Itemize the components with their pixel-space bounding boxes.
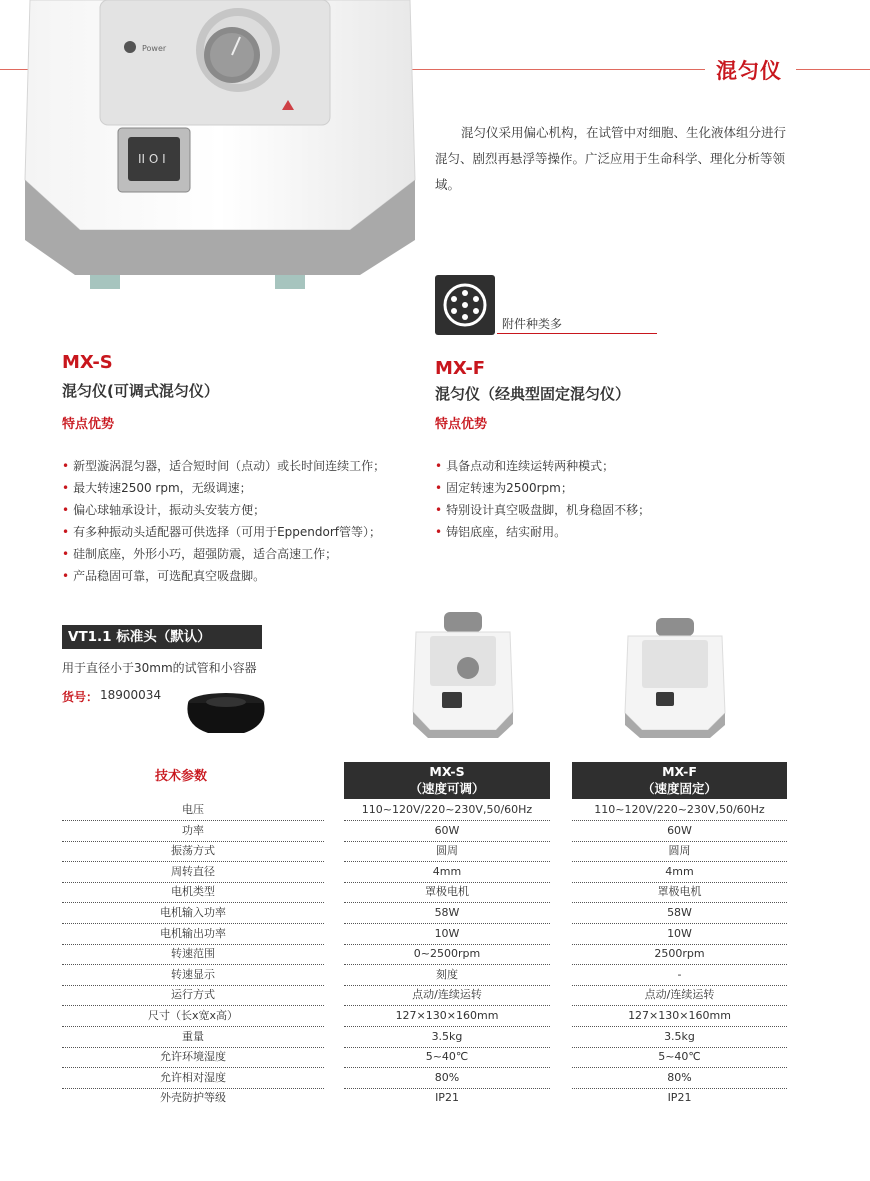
- spec-value-mx-f: 罩极电机: [572, 882, 787, 903]
- mx-s-feature-list: [62, 455, 385, 587]
- table-row: [62, 862, 787, 883]
- table-row: [62, 1006, 787, 1027]
- spec-label: 转速显示: [62, 965, 324, 986]
- spec-value-mx-s: 60W: [344, 821, 550, 842]
- table-row: [62, 841, 787, 862]
- spec-value-mx-f: -: [572, 965, 787, 986]
- page-title: 混匀仪: [716, 59, 782, 83]
- mx-f-product-photo: [620, 618, 730, 743]
- spec-value-mx-s: 5~40℃: [344, 1047, 550, 1068]
- spec-label: 运行方式: [62, 985, 324, 1006]
- spec-title: 技术参数: [155, 769, 208, 784]
- list-item: • 新型漩涡混匀器，适合短时间（点动）或长时间连续工作；: [62, 455, 385, 477]
- spec-value-mx-f: 60W: [572, 821, 787, 842]
- vt-part-label: 货号：: [62, 690, 99, 704]
- vt-head-photo: [178, 683, 274, 743]
- spec-value-mx-s: 0~2500rpm: [344, 944, 550, 965]
- spec-label: 电机类型: [62, 882, 324, 903]
- spec-value-mx-f: 110~120V/220~230V,50/60Hz: [572, 800, 787, 821]
- spec-value-mx-s: 80%: [344, 1068, 550, 1089]
- svg-text:II O I: II O I: [138, 152, 166, 166]
- spec-col-mx-s: [344, 762, 550, 799]
- mx-s-features-title: 特点优势: [62, 417, 115, 432]
- mx-s-product-photo: [408, 612, 518, 742]
- spec-value-mx-f: IP21: [667, 1091, 692, 1105]
- spec-value-mx-s: IP21: [435, 1091, 459, 1105]
- mx-s-device-photo: [20, 0, 420, 300]
- spec-value-mx-f: 80%: [572, 1068, 787, 1089]
- table-row: [62, 944, 787, 965]
- table-row: [62, 800, 787, 821]
- spec-label: 尺寸（长x宽x高）: [62, 1006, 324, 1027]
- spec-label: 电机输出功率: [62, 924, 324, 945]
- table-row: [62, 882, 787, 903]
- mx-s-subtitle: 混匀仪(可调式混匀仪）: [62, 382, 219, 400]
- list-item: • 有多种振动头适配器可供选择（可用于Eppendorf管等）；: [62, 521, 385, 543]
- vt-description: 用于直径小于30mm的试管和小容器: [62, 661, 257, 675]
- spec-value-mx-f: 5~40℃: [572, 1047, 787, 1068]
- spec-label: 允许相对湿度: [62, 1068, 324, 1089]
- spec-value-mx-s: 点动/连续运转: [344, 985, 550, 1006]
- vt-part-number: 18900034: [100, 688, 162, 702]
- list-item: • 具备点动和连续运转两种模式；: [435, 455, 650, 477]
- table-row: [62, 985, 787, 1006]
- spec-col-mx-s-line1: MX-S: [429, 764, 465, 779]
- spec-value-mx-f: 10W: [572, 924, 787, 945]
- list-item: • 固定转速为2500rpm；: [435, 477, 650, 499]
- list-item: • 特别设计真空吸盘脚，机身稳固不移；: [435, 499, 650, 521]
- spec-value-mx-s: 10W: [344, 924, 550, 945]
- spec-value-mx-f: 127×130×160mm: [572, 1006, 787, 1027]
- table-row: [62, 821, 787, 842]
- spec-value-mx-s: 3.5kg: [344, 1027, 550, 1048]
- accessory-label: 附件种类多: [502, 317, 563, 331]
- spec-col-mx-f: [572, 762, 787, 799]
- spec-value-mx-f: 点动/连续运转: [572, 985, 787, 1006]
- spec-label: 电压: [62, 800, 324, 821]
- spec-value-mx-s: 110~120V/220~230V,50/60Hz: [344, 800, 550, 821]
- spec-value-mx-s: 127×130×160mm: [344, 1006, 550, 1027]
- spec-value-mx-s: 罩极电机: [344, 882, 550, 903]
- mx-f-subtitle: 混匀仪（经典型固定混匀仪）: [435, 385, 631, 403]
- spec-label: 电机输入功率: [62, 903, 324, 924]
- mx-f-feature-list: [435, 455, 650, 543]
- table-row: [62, 1047, 787, 1068]
- header-rule-right: [796, 69, 870, 70]
- spec-label: 功率: [62, 821, 324, 842]
- list-item: • 硅制底座，外形小巧，超强防震，适合高速工作；: [62, 543, 385, 565]
- accessory-underline: [497, 333, 657, 334]
- mx-f-model: MX-F: [435, 358, 486, 379]
- spec-value-mx-s: 4mm: [344, 862, 550, 883]
- spec-label: 外壳防护等级: [160, 1091, 226, 1105]
- spec-value-mx-f: 3.5kg: [572, 1027, 787, 1048]
- vt-tag: VT1.1 标准头（默认）: [62, 625, 262, 649]
- mx-s-model: MX-S: [62, 352, 113, 373]
- rotor-icon: [435, 275, 495, 335]
- list-item: • 最大转速2500 rpm，无级调速；: [62, 477, 385, 499]
- spec-col-mx-f-line1: MX-F: [662, 764, 697, 779]
- svg-text:Power: Power: [142, 44, 167, 53]
- accessory-badge: [435, 275, 495, 335]
- spec-value-mx-f: 58W: [572, 903, 787, 924]
- spec-value-mx-f: 2500rpm: [572, 944, 787, 965]
- spec-col-mx-s-line2: （速度可调）: [409, 781, 485, 796]
- spec-label: 重量: [62, 1027, 324, 1048]
- spec-col-mx-f-line2: （速度固定）: [641, 781, 717, 796]
- spec-value-mx-s: 58W: [344, 903, 550, 924]
- spec-label: 转速范围: [62, 944, 324, 965]
- spec-label: 周转直径: [62, 862, 324, 883]
- table-row: [62, 1088, 787, 1109]
- spec-label: 振荡方式: [62, 841, 324, 862]
- list-item: • 偏心球轴承设计，振动头安装方便；: [62, 499, 385, 521]
- spec-value-mx-s: 圆周: [344, 841, 550, 862]
- spec-value-mx-s: 刻度: [344, 965, 550, 986]
- spec-label: 允许环境湿度: [62, 1047, 324, 1068]
- table-row: [62, 924, 787, 945]
- spec-value-mx-f: 圆周: [572, 841, 787, 862]
- list-item: • 产品稳固可靠，可选配真空吸盘脚。: [62, 565, 385, 587]
- intro-paragraph: 混匀仪采用偏心机构，在试管中对细胞、生化液体组分进行混匀、剧烈再悬浮等操作。广泛应用于生命科学、理化分析等领域。: [435, 125, 787, 192]
- spec-value-mx-f: 4mm: [572, 862, 787, 883]
- table-row: [62, 1068, 787, 1089]
- table-row: [62, 903, 787, 924]
- table-row: [62, 965, 787, 986]
- list-item: • 铸铝底座，结实耐用。: [435, 521, 650, 543]
- table-row: [62, 1027, 787, 1048]
- mx-f-features-title: 特点优势: [435, 417, 488, 432]
